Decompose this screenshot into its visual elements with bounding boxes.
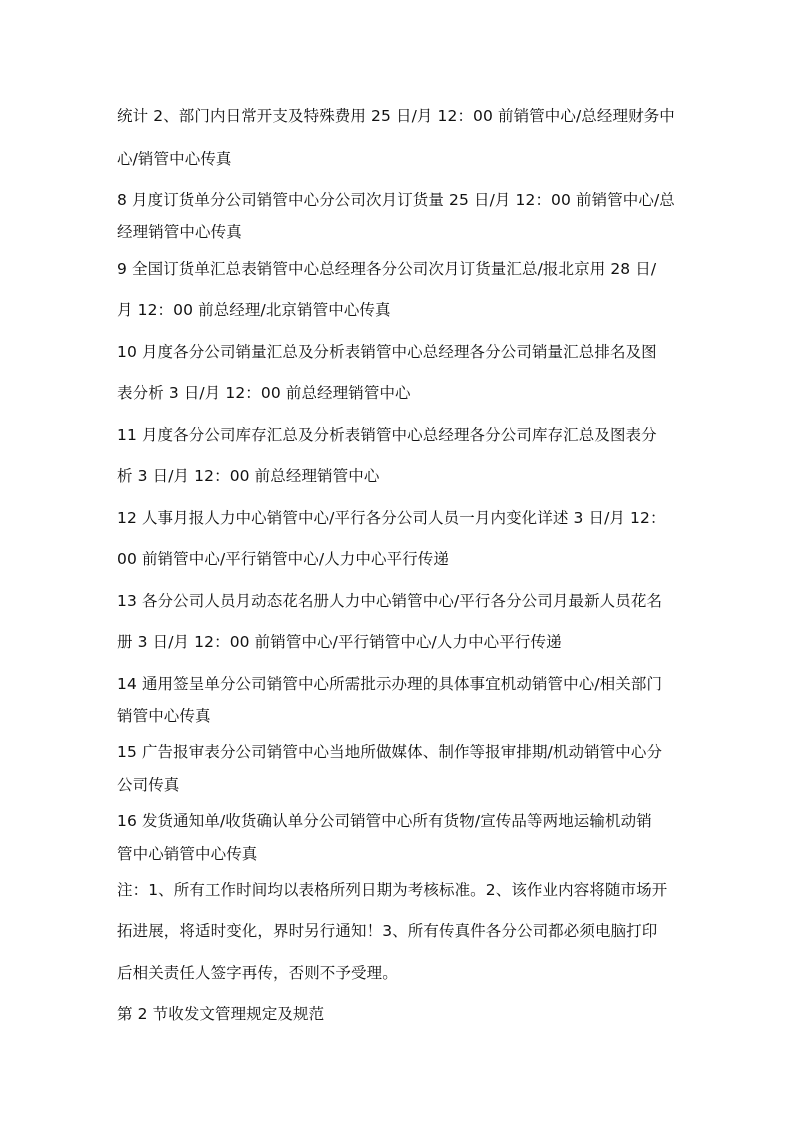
text-line: 经理销管中心传真 [117,223,242,241]
text-line: 后相关责任人签字再传，否则不予受理。 [117,964,398,982]
text-line: 月 12：00 前总经理/北京销管中心传真 [117,301,391,319]
text-line: 15 广告报审表分公司销管中心当地所做媒体、制作等报审排期/机动销管中心分 [117,743,663,761]
text-line: 12 人事月报人力中心销管中心/平行各分公司人员一月内变化详述 3 日/月 12： [117,509,666,527]
text-line: 13 各分公司人员月动态花名册人力中心销管中心/平行各分公司月最新人员花名 [117,592,663,610]
text-line: 公司传真 [117,776,180,794]
text-line: 统计 2、部门内日常开支及特殊费用 25 日/月 12：00 前销管中心/总经理财务中 [117,107,675,125]
text-line: 心/销管中心传真 [117,150,232,168]
text-line: 11 月度各分公司库存汇总及分析表销管中心总经理各分公司库存汇总及图表分 [117,426,657,444]
text-line: 9 全国订货单汇总表销管中心总经理各分公司次月订货量汇总/报北京用 28 日/ [117,260,657,278]
text-line: 10 月度各分公司销量汇总及分析表销管中心总经理各分公司销量汇总排名及图 [117,343,657,361]
text-line: 8 月度订货单分公司销管中心分公司次月订货量 25 日/月 12：00 前销管中心/总 [117,191,675,209]
text-line: 16 发货通知单/收货确认单分公司销管中心所有货物/宣传品等两地运输机动销 [117,812,652,830]
text-line: 00 前销管中心/平行销管中心/人力中心平行传递 [117,550,449,568]
text-line: 册 3 日/月 12：00 前销管中心/平行销管中心/人力中心平行传递 [117,633,562,651]
text-line: 管中心销管中心传真 [117,845,258,863]
text-line: 析 3 日/月 12：00 前总经理销管中心 [117,467,380,485]
text-line: 14 通用签呈单分公司销管中心所需批示办理的具体事宜机动销管中心/相关部门 [117,675,663,693]
text-line: 拓进展，将适时变化，界时另行通知！3、所有传真件各分公司都必须电脑打印 [117,922,658,940]
section-heading: 第 2 节收发文管理规定及规范 [117,1005,325,1023]
text-line: 表分析 3 日/月 12：00 前总经理销管中心 [117,384,411,402]
text-line: 注：1、所有工作时间均以表格所列日期为考核标准。2、该作业内容将随市场开 [117,881,668,899]
text-line: 销管中心传真 [117,707,211,725]
